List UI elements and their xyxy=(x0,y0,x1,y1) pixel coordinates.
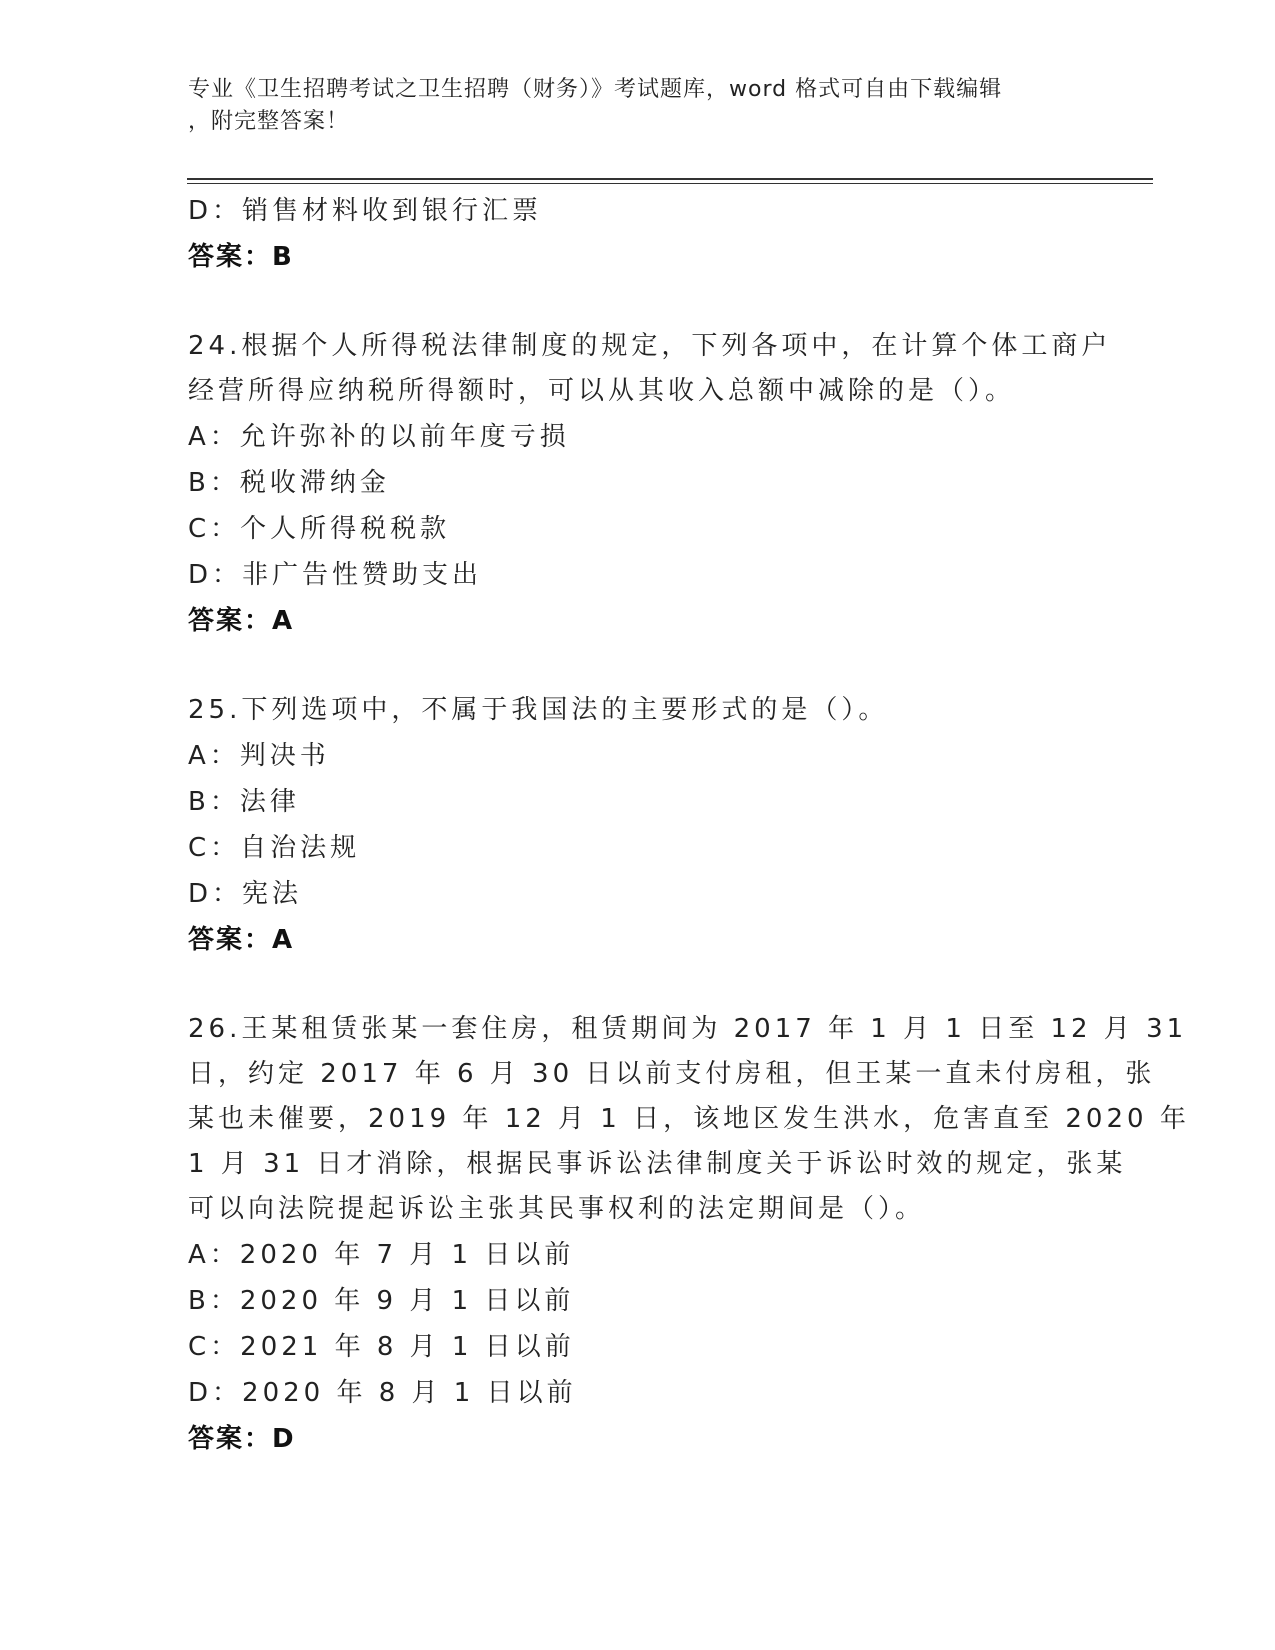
header-line-1: 专业《卫生招聘考试之卫生招聘（财务）》考试题库，word 格式可自由下载编辑 xyxy=(188,77,1003,102)
answer-line: 答案：A xyxy=(188,925,295,955)
answer-line: 答案：A xyxy=(188,606,295,636)
question-25 xyxy=(188,688,1068,963)
option-b: B：2020 年 9 月 1 日以前 xyxy=(188,1286,575,1316)
header-divider-thin xyxy=(187,183,1153,184)
question-stem-line: 26.王某租赁张某一套住房，租赁期间为 2017 年 1 月 1 日至 12 月 31 xyxy=(188,1014,1188,1044)
option-c: C：个人所得税税款 xyxy=(188,514,451,544)
question-stem-line: 可以向法院提起诉讼主张其民事权利的法定期间是（）。 xyxy=(188,1194,926,1224)
question-24 xyxy=(188,324,1112,644)
question-stem-line: 1 月 31 日才消除，根据民事诉讼法律制度关于诉讼时效的规定，张某 xyxy=(188,1149,1127,1179)
option-a: A：允许弥补的以前年度亏损 xyxy=(188,422,570,452)
question-stem-line: 日，约定 2017 年 6 月 30 日以前支付房租，但王某一直未付房租，张 xyxy=(188,1059,1156,1089)
question-stem-line: 某也未催要，2019 年 12 月 1 日，该地区发生洪水，危害直至 2020 年 xyxy=(188,1104,1190,1134)
spacer xyxy=(188,280,1068,324)
spacer xyxy=(188,963,1068,1007)
option-b: B：法律 xyxy=(188,787,300,817)
option-d: D：销售材料收到银行汇票 xyxy=(188,196,543,226)
question-26 xyxy=(188,1007,1190,1462)
option-b: B：税收滞纳金 xyxy=(188,468,390,498)
header-line-2: ，附完整答案！ xyxy=(188,109,350,134)
option-d: D：宪法 xyxy=(188,879,303,909)
header-divider-thick xyxy=(187,178,1153,180)
spacer xyxy=(188,644,1068,688)
question-stem-line: 25.下列选项中，不属于我国法的主要形式的是（）。 xyxy=(188,695,889,725)
document-header xyxy=(188,74,1068,138)
option-a: A：判决书 xyxy=(188,741,330,771)
answer-line: 答案：D xyxy=(188,1424,296,1454)
option-d: D：非广告性赞助支出 xyxy=(188,560,483,590)
question-stem-line: 24.根据个人所得税法律制度的规定，下列各项中，在计算个体工商户 xyxy=(188,331,1112,361)
option-c: C：2021 年 8 月 1 日以前 xyxy=(188,1332,575,1362)
option-c: C：自治法规 xyxy=(188,833,361,863)
question-list xyxy=(188,188,1190,1462)
question-stem-line: 经营所得应纳税所得额时，可以从其收入总额中减除的是（）。 xyxy=(188,376,1016,406)
answer-line: 答案：B xyxy=(188,242,294,272)
option-d: D：2020 年 8 月 1 日以前 xyxy=(188,1378,577,1408)
question-23-tail xyxy=(188,188,1068,280)
option-a: A：2020 年 7 月 1 日以前 xyxy=(188,1240,575,1270)
